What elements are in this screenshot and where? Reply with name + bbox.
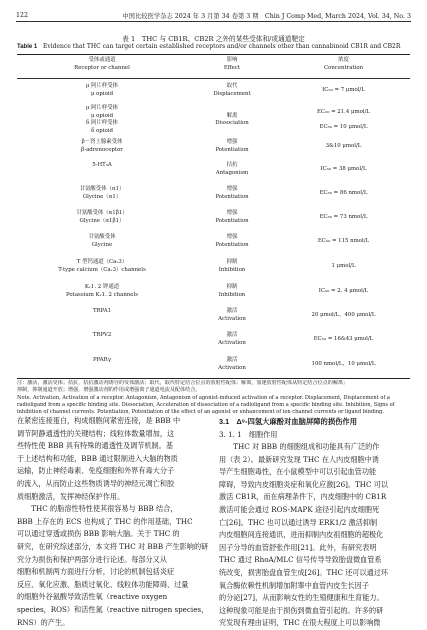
concentration-cell: [277, 263, 410, 271]
journal-citation: 中国比较医学杂志 2024 年 3 月第 34 卷第 3 期 Chin J Comp Med, March 2024, Vol. 34, No. 3: [122, 12, 411, 20]
effect-cell-line: 增强: [226, 234, 238, 240]
body-text-line: 究分为损伤和保护两部分进行论述。每部分又从: [17, 554, 167, 564]
body-text-line: 用（表 2）。最新研究发现 THC 在人内皮细胞中诱: [219, 454, 379, 464]
concentration-cell: [277, 288, 410, 296]
body-text-line: 氧合酶依赖性机制增加附睾中血管内皮生长因子: [219, 580, 369, 590]
body-text-line: 因子分导的血管舒张作用[21]。此外，有研究表明: [219, 542, 377, 552]
concentration-cell: [277, 87, 410, 95]
effect-cell-line: Potentiation: [215, 241, 249, 248]
concentration-cell: [277, 238, 410, 246]
header-effect: [187, 57, 277, 72]
concentration-cell-line: 3&10 μmol/L: [325, 142, 362, 149]
effect-cell-line: Activation: [218, 315, 246, 322]
header-effect-cn: 影响: [226, 57, 238, 63]
receptor-cell-line: μ 阿片样受体: [85, 83, 119, 89]
concentration-cell-line: EC₅₀ = 16&43 μmol/L: [313, 335, 374, 342]
body-text-line: 质细胞激活，发挥神经保护作用。: [17, 491, 125, 501]
header-receptor-cn: 受体或通道: [88, 57, 116, 63]
table-body: [17, 79, 410, 378]
concentration-cell: [277, 361, 410, 369]
concentration-cell-line: EC₅₀ = 86 nmol/L: [319, 189, 368, 196]
concentration-cell: [277, 214, 410, 222]
effect-cell-line: 激活: [226, 308, 238, 314]
concentration-cell-line: 100 nmol/L，10 μmol/L: [311, 360, 376, 367]
body-text-line: THC 对 BBB 的细胞组成和功能具有广泛的作: [219, 442, 380, 451]
page-number: 122: [16, 11, 29, 19]
effect-cell: [187, 259, 277, 274]
effect-cell: [187, 139, 277, 154]
body-text-line: 反应、氧化应激、脂质过氧化、线粒体功能障碍、过量: [17, 579, 189, 589]
table-note-line: 抑制，抑制通道开放；增强，增强激动剂的作用或增强离子通道电流及配体结合。: [17, 387, 201, 394]
body-text-line: THC 通过 RhoA/MLC 信号传导导致胎盘微血管系: [219, 555, 382, 565]
effect-cell-line: 增强: [226, 186, 238, 192]
effect-cell-line: 解离: [226, 112, 238, 119]
concentration-cell: [277, 143, 410, 151]
effect-cell-line: 增强: [226, 139, 238, 145]
body-text-line: 研究，在研究综述部分，本文将 THC 对 BBB 产生影响的研: [17, 541, 209, 551]
header-receptor-en: Receptor or channel: [74, 64, 130, 71]
body-text-line: BBB 上存在的 ECS 也构成了 THC 的作用基础，THC: [17, 516, 193, 526]
body-text-line: THC 的脂溶性特性使其很容易与 BBB 结合，: [17, 504, 178, 514]
effect-cell-line: Activation: [218, 339, 246, 346]
receptor-cell: [17, 105, 187, 135]
concentration-cell-line: IC₅₀ = 2. 4 μmol/L: [318, 287, 369, 294]
table-note-line: 注：激活，激活受体；拮抗，拮抗激动剂诱导的受体激活；取代，取代特定结合位点的放射性配体；解离，加速放射性配体从特定结合位点的解离；: [17, 380, 349, 386]
effect-cell-line: 激活: [226, 357, 238, 363]
body-text-line: 内皮细胞间连接通讯，进而抑制内皮祖细胞的超极化: [219, 530, 384, 540]
table-caption-en-text: Evidence that THC can target certain established receptors and/or channels other than cannabinoid CB1R and CB2R: [42, 43, 401, 50]
receptor-cell-line: T 型钙通道（Caᵥ3）: [76, 259, 128, 265]
receptor-cell-line: β-adrenoceptor: [81, 146, 123, 153]
receptor-cell: [17, 234, 187, 249]
receptor-table: [17, 54, 410, 379]
body-text-line: 导产生细胞毒性，在小鼠模型中可以引起血管功能: [219, 467, 377, 477]
body-text-right-column: [219, 415, 411, 630]
running-header: [16, 9, 411, 22]
receptor-cell: [17, 162, 187, 170]
receptor-cell: [17, 139, 187, 154]
receptor-cell-line: μ 阿片样受体: [85, 105, 119, 111]
concentration-cell-line: 1 μmol/L: [331, 262, 356, 269]
receptor-cell-line: 甘氨酸受体（α1）: [79, 186, 125, 192]
header-concentration-cn: 浓度: [338, 57, 349, 63]
concentration-cell: [277, 190, 410, 198]
receptor-cell-line: δ 阿片样受体: [86, 120, 118, 127]
effect-cell-line: 抑制: [226, 284, 238, 290]
body-text-line: RNS）的产生。: [17, 617, 70, 627]
receptor-cell: [17, 308, 187, 316]
effect-cell: [187, 113, 277, 128]
body-text-left-column: [17, 415, 209, 629]
table-note-line: Note. Activation, Activation of a receptor. Antagonism, Antagonism of agonist-induced activation of a receptor. Displacement, Displacement of a: [17, 394, 390, 401]
receptor-cell-line: 甘氨酸受体: [88, 234, 116, 240]
effect-cell: [187, 210, 277, 225]
body-text-line: 细胞和机制两方面进行分析，讨论的机制包括炎症: [17, 567, 175, 577]
body-text-line: 调节阿静通透性的关键结构；线粒体数量增加，这: [17, 428, 175, 438]
effect-cell-line: Activation: [218, 364, 246, 371]
effect-cell: [187, 357, 277, 372]
body-text-line: 亡[26]。THC 也可以通过诱导 ERK1/2 激活抑制: [219, 517, 378, 527]
concentration-cell-line: EC₅₀ = 73 nmol/L: [319, 213, 368, 220]
table-header-row: [17, 55, 410, 79]
body-text-line: 究发现有理由证明，THC 在很大程度上可以影响微: [219, 618, 381, 628]
receptor-cell-line: Potassium Kᵥ1. 2 channels: [66, 291, 138, 298]
body-text-line: 的分泌[27]，从而影响女性的生殖健康和生育能力。: [219, 593, 384, 603]
effect-cell: [187, 308, 277, 323]
effect-cell-line: Potentiation: [215, 146, 249, 153]
receptor-cell-line: Glycine（α1）: [82, 193, 122, 200]
receptor-cell: [17, 357, 187, 365]
receptor-cell-line: Glycine: [91, 241, 113, 248]
effect-cell: [187, 234, 277, 249]
concentration-cell-line: IC₅₀ = 7 μmol/L: [322, 86, 365, 93]
effect-cell-line: Inhibition: [218, 291, 246, 298]
body-text-line: species，ROS）和活性氮（reactive nitrogen species，: [17, 604, 209, 614]
receptor-cell-line: 5-HT₃A: [92, 162, 112, 168]
concentration-cell-line: EC₅₀ = 21.4 μmol/L: [316, 109, 371, 115]
receptor-cell: [17, 259, 187, 274]
table-note: [17, 380, 410, 416]
effect-cell-line: Inhibition: [218, 266, 246, 273]
receptor-cell: [17, 284, 187, 299]
body-text-line: 的流入，从而防止这些物质诱导的神经元凋亡和胶: [17, 478, 175, 488]
effect-cell: [187, 162, 277, 177]
effect-cell: [187, 332, 277, 347]
header-receptor: [17, 57, 187, 72]
effect-cell-line: Antagonism: [215, 169, 249, 176]
receptor-cell-line: β－肾上腺素受体: [81, 139, 123, 145]
receptor-cell-line: PPARγ: [93, 357, 111, 363]
concentration-cell-line: 20 μmol/L，400 μmol/L: [311, 311, 376, 318]
concentration-cell-line: EC₅₀ = 10 μmol/L: [319, 124, 368, 130]
concentration-cell: [277, 336, 410, 344]
body-text-line: 障碍，导致内皮细胞炎症和氧化应激[26]。THC 可以: [219, 479, 389, 489]
body-text-line: 运输，防止神经毒素、免疫细胞和外界有毒大分子: [17, 466, 175, 476]
effect-cell: [187, 83, 277, 98]
body-text-line: 些特性使 BBB 具有特殊的通透性及调节机制。基: [17, 441, 173, 451]
receptor-cell-line: μ opioid: [90, 112, 114, 119]
effect-cell-line: 激活: [226, 332, 238, 338]
receptor-cell-line: Kᵥ1. 2 钾通道: [84, 284, 120, 290]
receptor-cell-line: TRPA1: [92, 308, 112, 314]
body-text-line: 这种现象可能是由于损伤到微血管引起的。许多的研: [219, 605, 384, 615]
body-text-line: 统改变，损害胎盘血管生成[26]。THC 还可以通过环: [219, 567, 389, 577]
body-text-line: 在紧密连接蛋白，构成细胞间紧密连接，是 BBB 中: [17, 416, 181, 425]
effect-cell-line: 取代: [226, 83, 238, 89]
effect-cell-line: 拮抗: [226, 162, 238, 168]
receptor-cell-line: δ opioid: [91, 127, 113, 134]
concentration-cell-line: IC₅₀ = 38 μmol/L: [320, 165, 367, 172]
subsection-heading: 3. 1. 1 细胞作用: [219, 430, 278, 439]
effect-cell: [187, 284, 277, 299]
effect-cell-line: 抑制: [226, 259, 238, 265]
receptor-cell: [17, 332, 187, 340]
concentration-cell: [277, 166, 410, 174]
receptor-cell: [17, 83, 187, 98]
effect-cell-line: Dissociation: [215, 120, 249, 127]
effect-cell-line: 增强: [226, 210, 238, 216]
effect-cell-line: Potentiation: [215, 193, 249, 200]
table-caption-cn: 表 1 THC 与 CB1R、CB2R 之外的某些受体和/或通道靶定: [122, 35, 305, 43]
body-text-line: 激活 CB1R，而在病理条件下，内皮细胞中的 CB1R: [219, 492, 387, 502]
concentration-cell: [277, 312, 410, 320]
effect-cell-line: Displacement: [213, 90, 251, 97]
table-note-line: radioligand from a specific binding site. Dissociation, Acceleration of dissociation of a radioligand from a specific binding site. Inhibition, Signs of: [17, 401, 395, 408]
receptor-cell-line: μ opioid: [90, 90, 114, 97]
concentration-cell-line: EC₅₀ = 115 nmol/L: [317, 237, 370, 244]
table-note-line: inhibition of channel currents. Potentiation, Potentiation of the effect of an agonist or enhancement of ion channel currents or ligand binding.: [17, 409, 384, 416]
body-text-line: 的细胞外谷氨酸导致活性氧（reactive oxygen: [17, 592, 168, 602]
body-text-line: 激活可能会通过 ROS-MAPK 途径引起内皮细胞死: [219, 504, 380, 514]
receptor-cell-line: Glycine（α1β1）: [79, 217, 125, 224]
receptor-cell: [17, 186, 187, 201]
section-heading: 3.1 Δ⁹-四氢大麻酚对血脑屏障的损伤作用: [219, 417, 358, 426]
receptor-cell-line: T-type calcium（Caᵥ3）channels: [58, 266, 146, 273]
header-concentration: [277, 57, 410, 72]
header-concentration-en: Concentration: [323, 64, 364, 71]
right-column-paragraph: [219, 441, 411, 630]
body-text-line: 可以通过穿透或损伤 BBB 影响大脑。关于 THC 的: [17, 529, 180, 539]
header-effect-en: Effect: [223, 64, 241, 71]
table-label: Table 1: [17, 44, 38, 50]
table-caption-en: [17, 43, 412, 50]
receptor-cell-line: 甘氨酸受体（α1β1）: [76, 210, 128, 216]
body-text-line: 于上述结构和功能，BBB 通过限制进入大脑的物质: [17, 453, 178, 463]
receptor-cell: [17, 210, 187, 225]
effect-cell: [187, 186, 277, 201]
receptor-cell-line: TRPV2: [92, 332, 112, 338]
effect-cell-line: Potentiation: [215, 217, 249, 224]
